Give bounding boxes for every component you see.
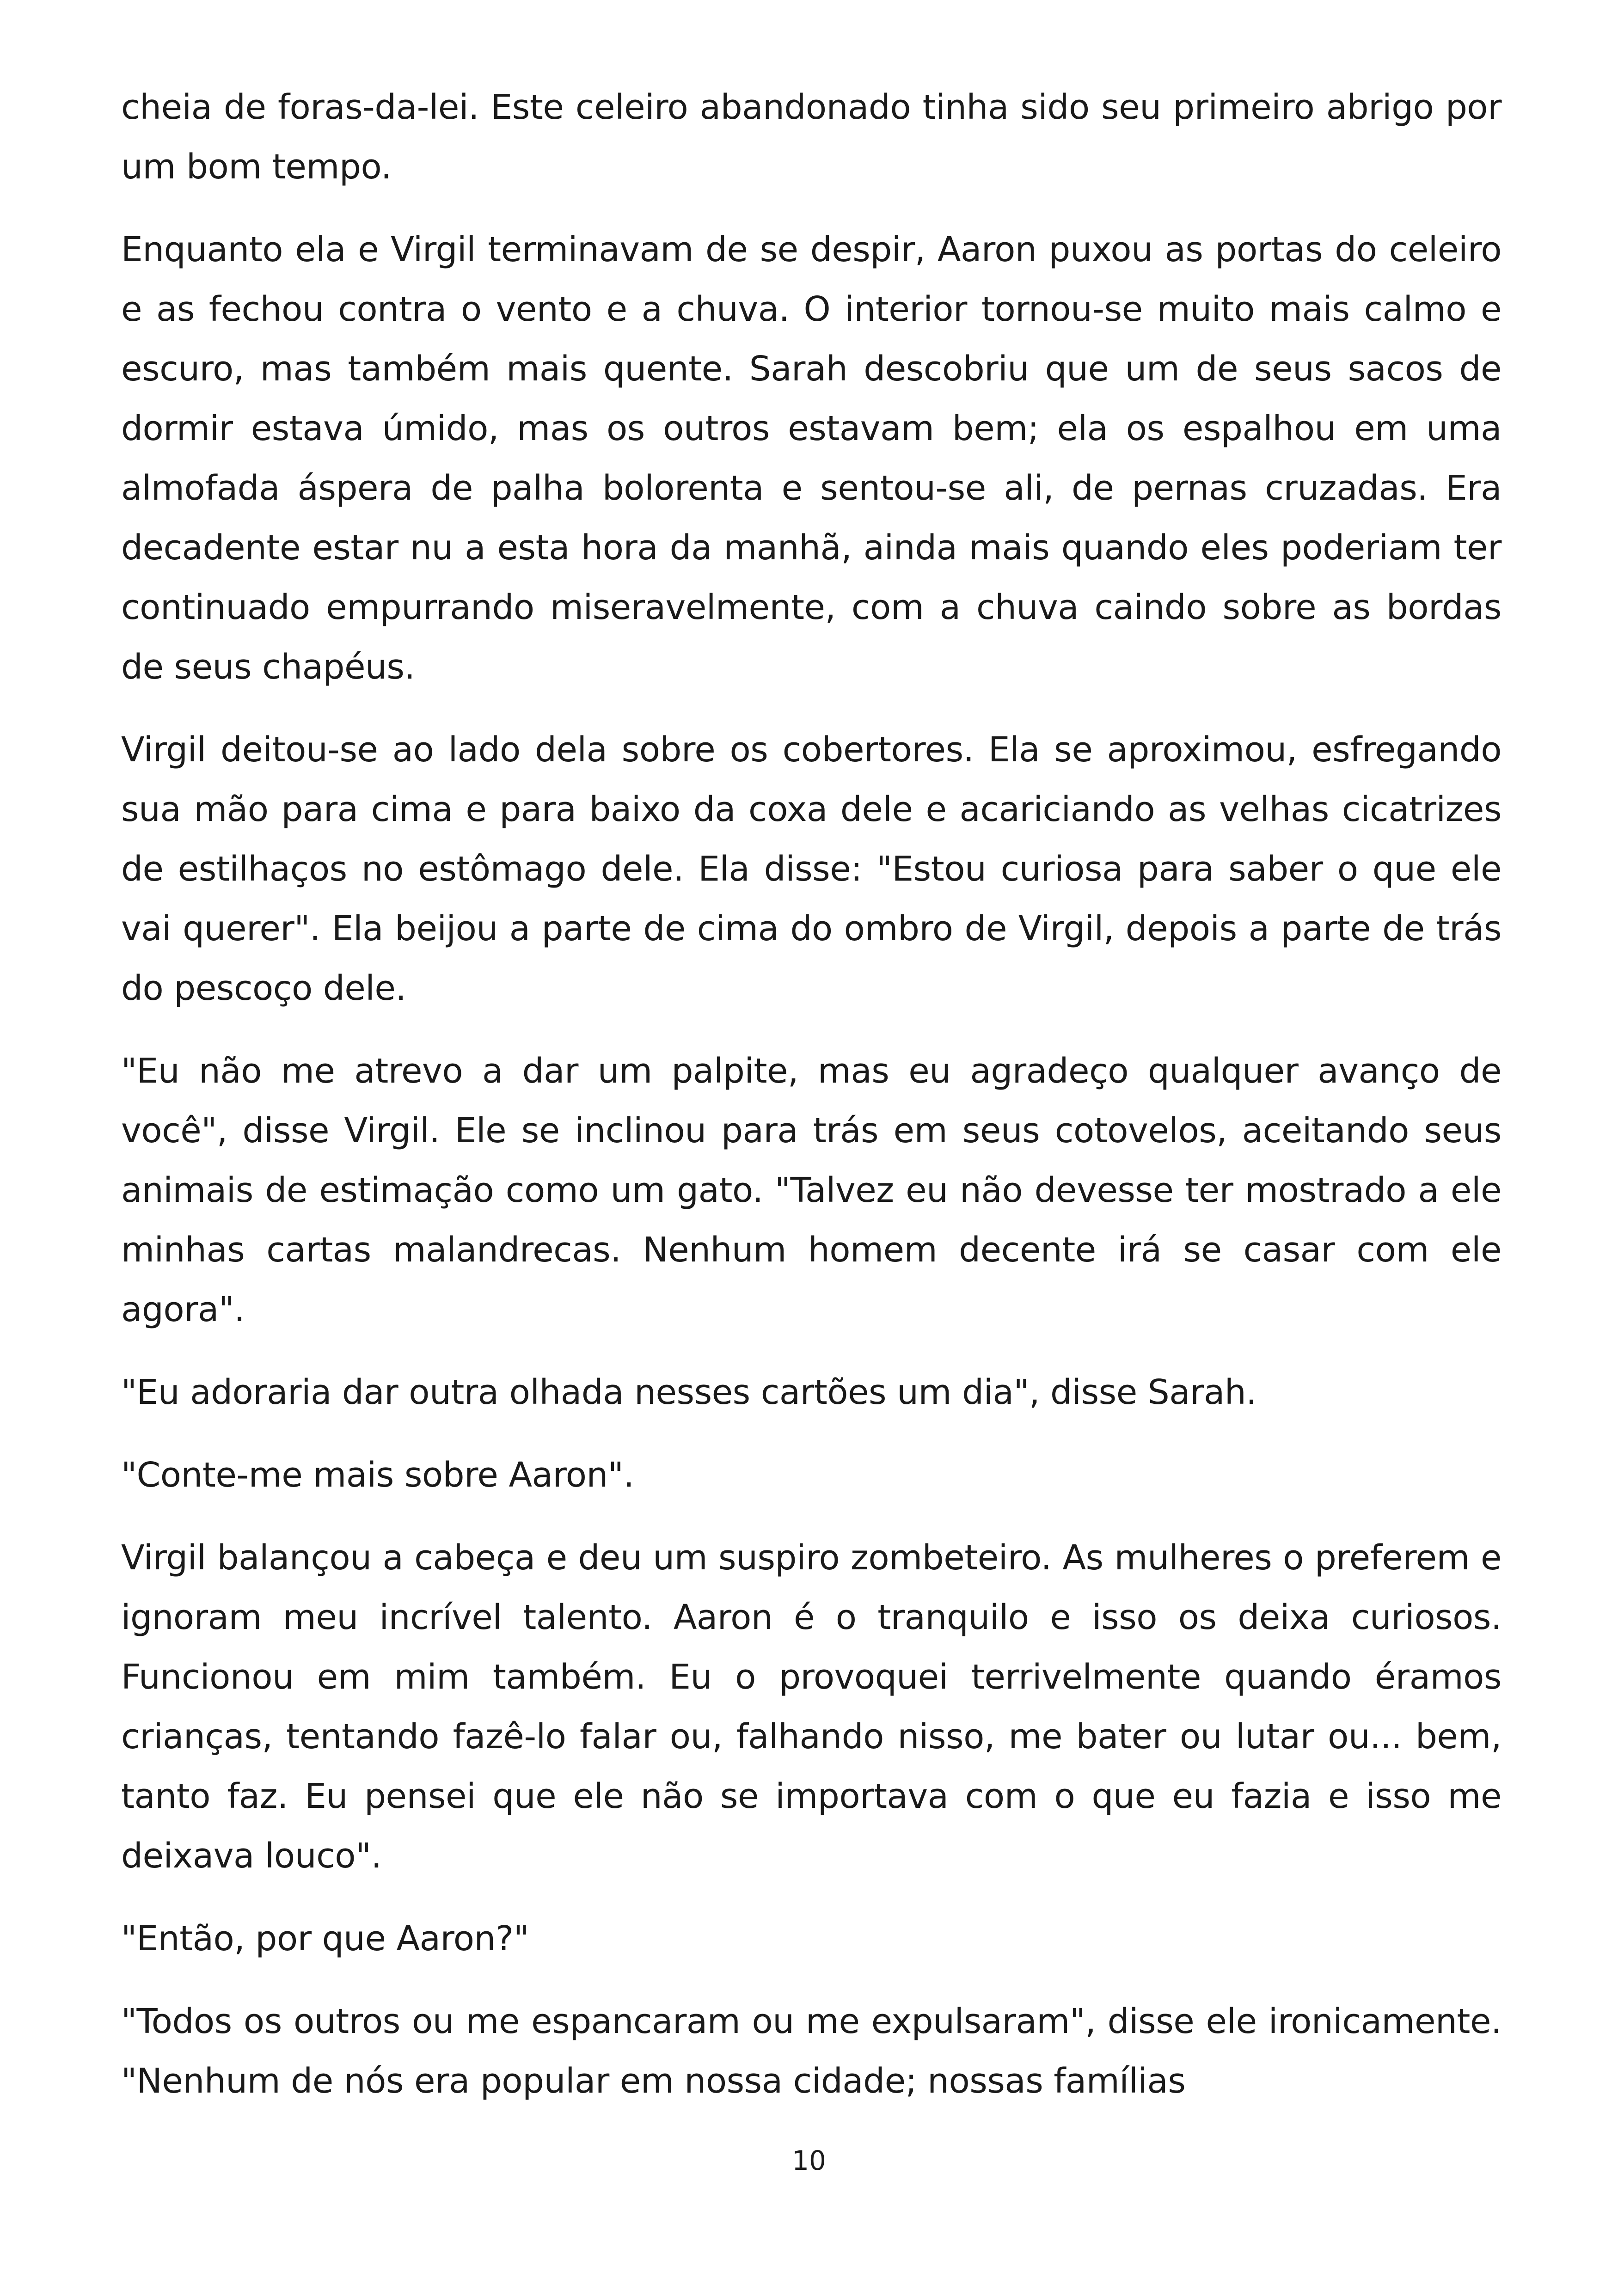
paragraph: cheia de foras-da-lei. Este celeiro abandonado tinha sido seu primeiro abrigo por um bom tempo. bbox=[121, 87, 1502, 187]
paragraph: "Então, por que Aaron?" bbox=[121, 1919, 529, 1959]
paragraph: "Eu adoraria dar outra olhada nesses cartões um dia", disse Sarah. bbox=[121, 1372, 1257, 1412]
paragraph: Virgil balançou a cabeça e deu um suspiro zombeteiro. As mulheres o preferem e ignoram meu incrível talento. Aaron é o tranquilo e isso os deixa curiosos. Funcionou em mim também. Eu o provoquei terrivelmente quando éramos crianças, tentando fazê-lo falar ou, falhando nisso, me bater ou lutar ou... bem, tanto faz. Eu pensei que ele não se importava com o que eu fazia e isso me deixava louco". bbox=[121, 1538, 1502, 1876]
paragraph: Virgil deitou-se ao lado dela sobre os cobertores. Ela se aproximou, esfregando sua mão para cima e para baixo da coxa dele e acariciando as velhas cicatrizes de estilhaços no estômago dele. Ela disse: "Estou curiosa para saber o que ele vai querer". Ela beijou a parte de cima do ombro de Virgil, depois a parte de trás do pescoço dele. bbox=[121, 730, 1502, 1008]
paragraph: "Eu não me atrevo a dar um palpite, mas eu agradeço qualquer avanço de você", disse Virgil. Ele se inclinou para trás em seus cotovelos, aceitando seus animais de estimação como um gato. "Talvez eu não devesse ter mostrado a ele minhas cartas malandrecas. Nenhum homem decente irá se casar com ele agora". bbox=[121, 1051, 1502, 1329]
page-number: 10 bbox=[792, 2145, 826, 2176]
paragraph: "Conte-me mais sobre Aaron". bbox=[121, 1455, 634, 1495]
document-body bbox=[121, 78, 1502, 2134]
paragraph: Enquanto ela e Virgil terminavam de se despir, Aaron puxou as portas do celeiro e as fechou contra o vento e a chuva. O interior tornou-se muito mais calmo e escuro, mas também mais quente. Sarah descobriu que um de seus sacos de dormir estava úmido, mas os outros estavam bem; ela os espalhou em uma almofada áspera de palha bolorenta e sentou-se ali, de pernas cruzadas. Era decadente estar nu a esta hora da manhã, ainda mais quando eles poderiam ter continuado empurrando miseravelmente, com a chuva caindo sobre as bordas de seus chapéus. bbox=[121, 230, 1502, 687]
paragraph: "Todos os outros ou me espancaram ou me expulsaram", disse ele ironicamente. "Nenhum de nós era popular em nossa cidade; nossas famílias bbox=[121, 2002, 1502, 2101]
